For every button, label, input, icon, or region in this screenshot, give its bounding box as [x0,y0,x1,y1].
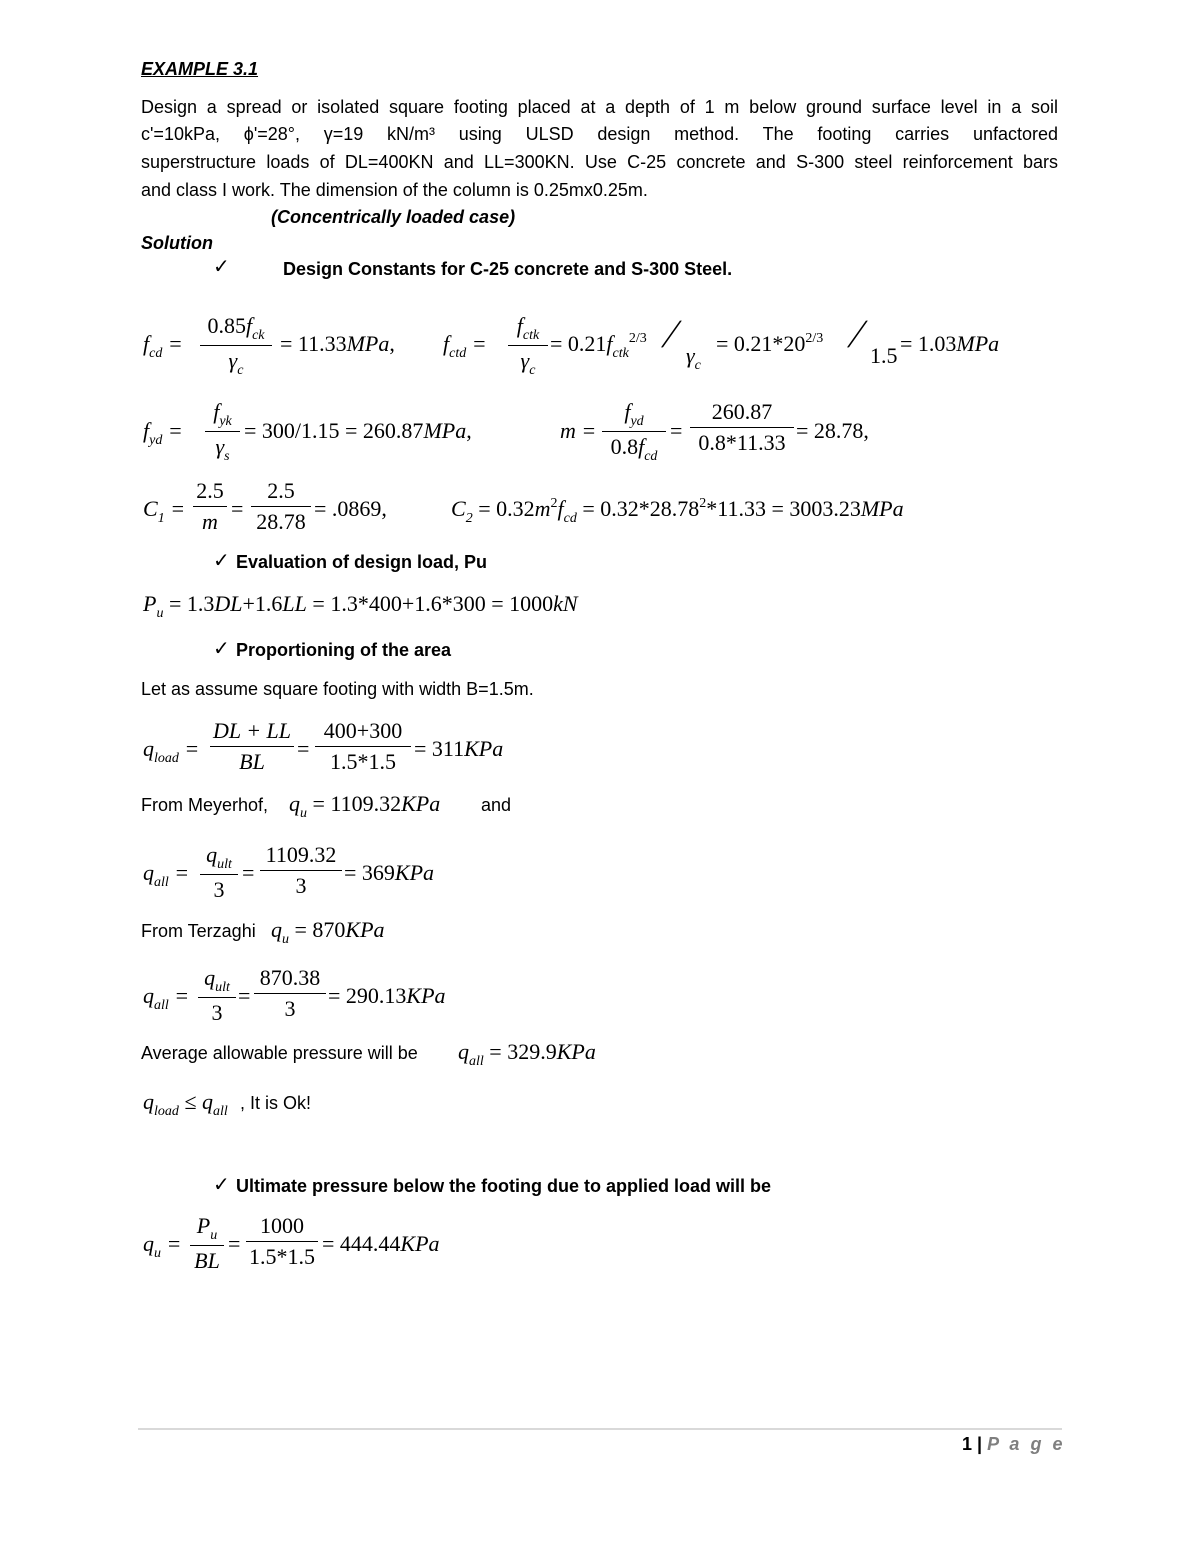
fctd-den: 1.5 [870,343,898,368]
qall1-numeric-fraction: 1109.32 3 [260,842,342,899]
heading-proportioning: Proportioning of the area [236,640,452,660]
gamma-c: $\gamma_c$ [686,343,701,373]
qu-lhs: $q_u$ = [143,1231,182,1261]
qall2-result: = 290.13KPa [328,983,446,1008]
c2-expression: $C_2 = 0.32m^2f_{cd} = 0.32*28.78^2*11.33 = 3003.23MPa$ [451,496,904,526]
problem-line-4: and class I work. The dimension of the column is 0.25mx0.25m. [141,180,648,200]
fctd-result: = 1.03MPa [900,331,1000,356]
qall2-numeric-fraction: 870.38 3 [254,965,326,1022]
problem-line-2: c'=10kPa, ϕ'=28°, γ=19 kN/m³ using ULSD design method. The footing carries unfactored [141,124,1058,144]
qu-result: = 444.44KPa [322,1231,440,1256]
fctd-mid: = $0.21f_{ctk}^{2/3}$ [550,331,647,361]
qu-numeric-fraction: 1000 1.5*1.5 [246,1213,318,1270]
fcd-lhs: $f_{cd}$ = [143,331,183,361]
qload-lhs: $q_{load}$ = [143,736,200,766]
check-icon: ✓ [213,550,230,572]
m-result: = 28.78, [796,418,869,443]
m-fraction: $f_{yd}$ $0.8f_{cd}$ [602,399,666,464]
average-text: Average allowable pressure will be [141,1043,418,1063]
m-equals: = [670,418,683,443]
fyd-result: = 300/1.15 = 260.87MPa, [244,418,472,443]
meyerhof-qu: $q_u = 1109.32KPa$ [289,791,441,821]
qload-equals: = [297,736,310,761]
case-label: (Concentrically loaded case) [271,207,516,227]
page-number: 1 [962,1434,973,1454]
problem-line-1: Design a spread or isolated square footing placed at a depth of 1 m below ground surface level in a soil [141,97,1058,117]
comparison-expression: $q_{load} \le q_{all}$ [143,1089,228,1119]
qall2-fraction: $q_{ult}$ 3 [198,965,236,1026]
c1-fraction: 2.5 m [193,478,227,535]
c1-equals: = [231,496,244,521]
fctd-fraction: $f_{ctk}$ $\gamma_c$ [508,313,548,378]
fyd-lhs: $f_{yd}$ = [143,418,183,448]
heading-design-constants: Design Constants for C-25 concrete and S-300 Steel. [283,259,733,279]
page-footer [962,1433,1065,1455]
terzaghi-text: From Terzaghi [141,921,256,941]
qload-result: = 311KPa [414,736,504,761]
fraction-slash: / [657,311,686,356]
qu-fraction: $P_u$ BL [190,1213,224,1274]
qload-numeric-fraction: 400+300 1.5*1.5 [315,718,411,775]
c1-lhs: $C_1$ = [143,496,186,526]
m-numeric-fraction: 260.87 0.8*11.33 [690,399,794,456]
qall1-equals: = [242,860,255,885]
c1-numeric-fraction: 2.5 28.78 [251,478,311,535]
assume-text: Let as assume square footing with width B=1.5m. [141,679,534,699]
footer-divider [138,1428,1062,1430]
example-title: EXAMPLE 3.1 [141,59,259,79]
problem-line-3: superstructure loads of DL=400KN and LL=300KN. Use C-25 concrete and S-300 steel reinforcement bars [141,152,1058,172]
qall2-equals: = [238,983,251,1008]
meyerhof-text: From Meyerhof, [141,795,269,815]
ok-text: , It is Ok! [240,1093,312,1113]
fcd-fraction: $0.85f_{ck}$ $\gamma_c$ [200,313,272,378]
check-icon: ✓ [213,1174,230,1196]
qall1-result: = 369KPa [344,860,435,885]
page-separator: | [977,1434,983,1454]
fctd-lhs: $f_{ctd}$ = [443,331,487,361]
fyd-fraction: $f_{yk}$ $\gamma_s$ [205,399,240,464]
fcd-result: = 11.33MPa, [280,331,395,356]
pu-equation: $P_u = 1.3DL+1.6LL = 1.3*400+1.6*300 = 1000kN$ [143,591,578,621]
qall1-lhs: $q_{all}$ = [143,860,190,890]
qall2-lhs: $q_{all}$ = [143,983,190,1013]
page-word: P a g e [987,1434,1066,1454]
check-icon: ✓ [213,256,230,278]
solution-label: Solution [141,233,213,253]
terzaghi-qu: $q_u = 870KPa$ [271,917,385,947]
check-icon: ✓ [213,638,230,660]
qu-equals: = [228,1231,241,1256]
heading-design-load: Evaluation of design load, Pu [236,552,488,572]
qload-fraction: DL + LL BL [210,718,294,775]
m-lhs: m = [560,418,597,443]
and-text: and [481,795,512,815]
qall1-fraction: $q_{ult}$ 3 [200,842,238,903]
average-qall: $q_{all} = 329.9KPa$ [458,1039,596,1069]
c1-result: = .0869, [314,496,387,521]
fraction-slash: / [843,311,872,356]
fctd-mid2: = $0.21*20^{2/3}$ [716,331,824,356]
heading-ultimate-pressure: Ultimate pressure below the footing due to applied load will be [236,1176,772,1196]
